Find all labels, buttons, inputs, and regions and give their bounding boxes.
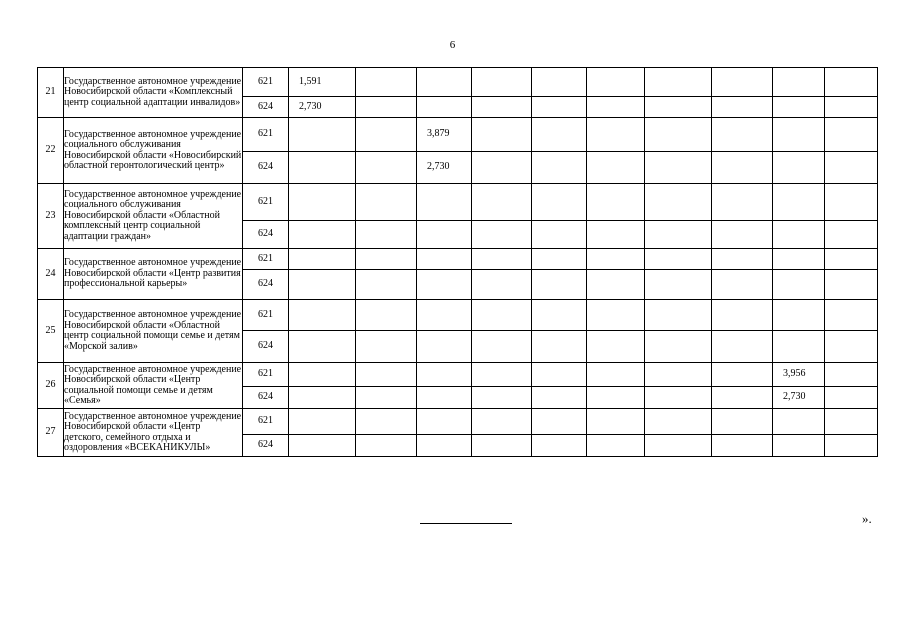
table-row — [38, 68, 878, 97]
value-cell — [289, 184, 356, 221]
value-cell — [472, 409, 532, 435]
value-cell — [825, 152, 878, 184]
value-cell — [825, 97, 878, 118]
value-cell — [773, 363, 825, 387]
budget-code: 624 — [243, 152, 289, 184]
value-cell — [289, 363, 356, 387]
value-cell — [773, 435, 825, 457]
value-cell — [417, 97, 472, 118]
value-cell — [645, 387, 712, 409]
value-cell — [356, 184, 417, 221]
value-cell — [587, 331, 645, 363]
value-cell — [356, 300, 417, 331]
value-cell — [587, 97, 645, 118]
value-cell — [645, 249, 712, 270]
value-cell — [825, 221, 878, 249]
value-cell — [289, 270, 356, 300]
value-cell — [532, 221, 587, 249]
value-cell — [289, 97, 356, 118]
table-body — [38, 68, 878, 457]
value-text: 2,730 — [783, 391, 806, 403]
value-cell — [645, 270, 712, 300]
value-cell — [532, 68, 587, 97]
value-cell — [472, 435, 532, 457]
value-cell — [417, 387, 472, 409]
budget-code: 624 — [243, 221, 289, 249]
value-cell — [645, 300, 712, 331]
value-cell — [356, 97, 417, 118]
value-cell — [532, 118, 587, 152]
value-cell — [532, 331, 587, 363]
value-cell — [773, 118, 825, 152]
value-cell — [356, 331, 417, 363]
value-cell — [417, 300, 472, 331]
closing-mark: ». — [862, 511, 872, 526]
value-cell — [712, 331, 773, 363]
value-cell — [417, 118, 472, 152]
value-cell — [587, 409, 645, 435]
row-number: 21 — [38, 68, 64, 118]
value-cell — [289, 300, 356, 331]
value-text: 3,879 — [427, 128, 450, 140]
value-cell — [472, 331, 532, 363]
value-cell — [712, 409, 773, 435]
value-cell — [356, 409, 417, 435]
value-cell — [825, 435, 878, 457]
value-text: 3,956 — [783, 368, 806, 380]
value-cell — [417, 184, 472, 221]
value-cell — [532, 363, 587, 387]
value-cell — [417, 68, 472, 97]
value-cell — [587, 270, 645, 300]
value-cell — [587, 300, 645, 331]
value-cell — [712, 249, 773, 270]
value-cell — [587, 152, 645, 184]
value-cell — [417, 409, 472, 435]
value-cell — [532, 152, 587, 184]
value-cell — [472, 270, 532, 300]
value-cell — [645, 152, 712, 184]
value-cell — [773, 270, 825, 300]
budget-code: 624 — [243, 435, 289, 457]
value-cell — [645, 409, 712, 435]
value-cell — [532, 184, 587, 221]
value-cell — [773, 184, 825, 221]
value-text: 1,591 — [299, 75, 322, 87]
table-row — [38, 118, 878, 152]
table-row — [38, 184, 878, 221]
value-cell — [532, 387, 587, 409]
value-cell — [289, 221, 356, 249]
value-cell — [773, 97, 825, 118]
value-cell — [773, 409, 825, 435]
value-cell — [645, 184, 712, 221]
value-cell — [289, 152, 356, 184]
budget-code: 624 — [243, 387, 289, 409]
value-cell — [587, 184, 645, 221]
value-cell — [712, 270, 773, 300]
value-cell — [417, 270, 472, 300]
table-row — [38, 249, 878, 270]
value-cell — [645, 221, 712, 249]
budget-code: 621 — [243, 300, 289, 331]
value-cell — [712, 300, 773, 331]
budget-code: 624 — [243, 270, 289, 300]
value-cell — [773, 68, 825, 97]
value-cell — [532, 270, 587, 300]
budget-code: 624 — [243, 331, 289, 363]
budget-code: 621 — [243, 409, 289, 435]
institution-name: Государственное автономное учреждение социального обслуживания Новосибирской области «Областной комплексный центр социальной адаптации граждан» — [64, 184, 243, 249]
value-cell — [472, 68, 532, 97]
page-number: 6 — [449, 39, 456, 51]
value-cell — [773, 387, 825, 409]
budget-code: 624 — [243, 97, 289, 118]
value-cell — [289, 409, 356, 435]
value-cell — [356, 221, 417, 249]
value-cell — [773, 221, 825, 249]
row-number: 26 — [38, 363, 64, 409]
institution-name: Государственное автономное учреждение Новосибирской области «Областной центр социальной помощи семье и детям «Морской залив» — [64, 300, 243, 363]
value-cell — [825, 68, 878, 97]
value-cell — [356, 118, 417, 152]
value-cell — [417, 221, 472, 249]
value-cell — [356, 249, 417, 270]
value-cell — [472, 184, 532, 221]
value-cell — [773, 300, 825, 331]
value-cell — [587, 68, 645, 97]
value-cell — [417, 331, 472, 363]
value-cell — [712, 97, 773, 118]
value-cell — [356, 68, 417, 97]
value-cell — [289, 331, 356, 363]
budget-code: 621 — [243, 118, 289, 152]
value-cell — [472, 300, 532, 331]
value-cell — [587, 221, 645, 249]
table-row — [38, 409, 878, 435]
allocation-table — [37, 67, 878, 457]
value-cell — [645, 97, 712, 118]
value-cell — [356, 363, 417, 387]
value-text: 2,730 — [299, 100, 322, 112]
value-cell — [417, 152, 472, 184]
institution-name: Государственное автономное учреждение Новосибирской области «Центр развития профессиональной карьеры» — [64, 249, 243, 300]
value-cell — [825, 249, 878, 270]
value-cell — [825, 409, 878, 435]
institution-name: Государственное автономное учреждение Новосибирской области «Центр социальной помощи семье и детям «Семья» — [64, 363, 243, 409]
value-cell — [587, 249, 645, 270]
institution-name: Государственное автономное учреждение социального обслуживания Новосибирской области «Новосибирский областной геронтологический центр» — [64, 118, 243, 184]
value-cell — [712, 221, 773, 249]
value-cell — [645, 363, 712, 387]
value-cell — [472, 249, 532, 270]
budget-code: 621 — [243, 249, 289, 270]
value-cell — [825, 270, 878, 300]
value-cell — [417, 363, 472, 387]
signature-line — [420, 523, 512, 524]
value-cell — [289, 68, 356, 97]
institution-name: Государственное автономное учреждение Новосибирской области «Комплексный центр социальной адаптации инвалидов» — [64, 68, 243, 118]
value-cell — [472, 221, 532, 249]
value-cell — [773, 331, 825, 363]
value-cell — [356, 435, 417, 457]
value-cell — [289, 249, 356, 270]
value-cell — [825, 300, 878, 331]
value-cell — [289, 387, 356, 409]
value-cell — [417, 435, 472, 457]
value-cell — [587, 118, 645, 152]
value-cell — [825, 118, 878, 152]
value-cell — [645, 118, 712, 152]
value-cell — [587, 387, 645, 409]
value-cell — [712, 435, 773, 457]
value-cell — [532, 97, 587, 118]
value-cell — [472, 118, 532, 152]
budget-code: 621 — [243, 363, 289, 387]
row-number: 22 — [38, 118, 64, 184]
value-cell — [712, 363, 773, 387]
value-cell — [712, 387, 773, 409]
value-cell — [472, 363, 532, 387]
value-cell — [825, 387, 878, 409]
value-cell — [472, 97, 532, 118]
value-cell — [289, 118, 356, 152]
table-row — [38, 363, 878, 387]
value-cell — [773, 249, 825, 270]
value-cell — [356, 152, 417, 184]
value-cell — [825, 331, 878, 363]
value-cell — [712, 68, 773, 97]
value-cell — [417, 249, 472, 270]
value-cell — [587, 363, 645, 387]
row-number: 23 — [38, 184, 64, 249]
row-number: 24 — [38, 249, 64, 300]
budget-code: 621 — [243, 68, 289, 97]
value-cell — [825, 184, 878, 221]
value-cell — [532, 435, 587, 457]
value-cell — [773, 152, 825, 184]
value-cell — [472, 387, 532, 409]
value-cell — [356, 270, 417, 300]
value-cell — [472, 152, 532, 184]
value-cell — [825, 363, 878, 387]
value-cell — [712, 118, 773, 152]
value-text: 2,730 — [427, 161, 450, 173]
value-cell — [587, 435, 645, 457]
value-cell — [356, 387, 417, 409]
value-cell — [712, 152, 773, 184]
value-cell — [712, 184, 773, 221]
value-cell — [645, 68, 712, 97]
value-cell — [532, 249, 587, 270]
table-row — [38, 300, 878, 331]
budget-code: 621 — [243, 184, 289, 221]
value-cell — [289, 435, 356, 457]
row-number: 25 — [38, 300, 64, 363]
institution-name: Государственное автономное учреждение Новосибирской области «Центр детского, семейного отдыха и оздоровления «ВСЕКАНИКУЛЫ» — [64, 409, 243, 457]
value-cell — [532, 409, 587, 435]
value-cell — [532, 300, 587, 331]
value-cell — [645, 435, 712, 457]
row-number: 27 — [38, 409, 64, 457]
value-cell — [645, 331, 712, 363]
